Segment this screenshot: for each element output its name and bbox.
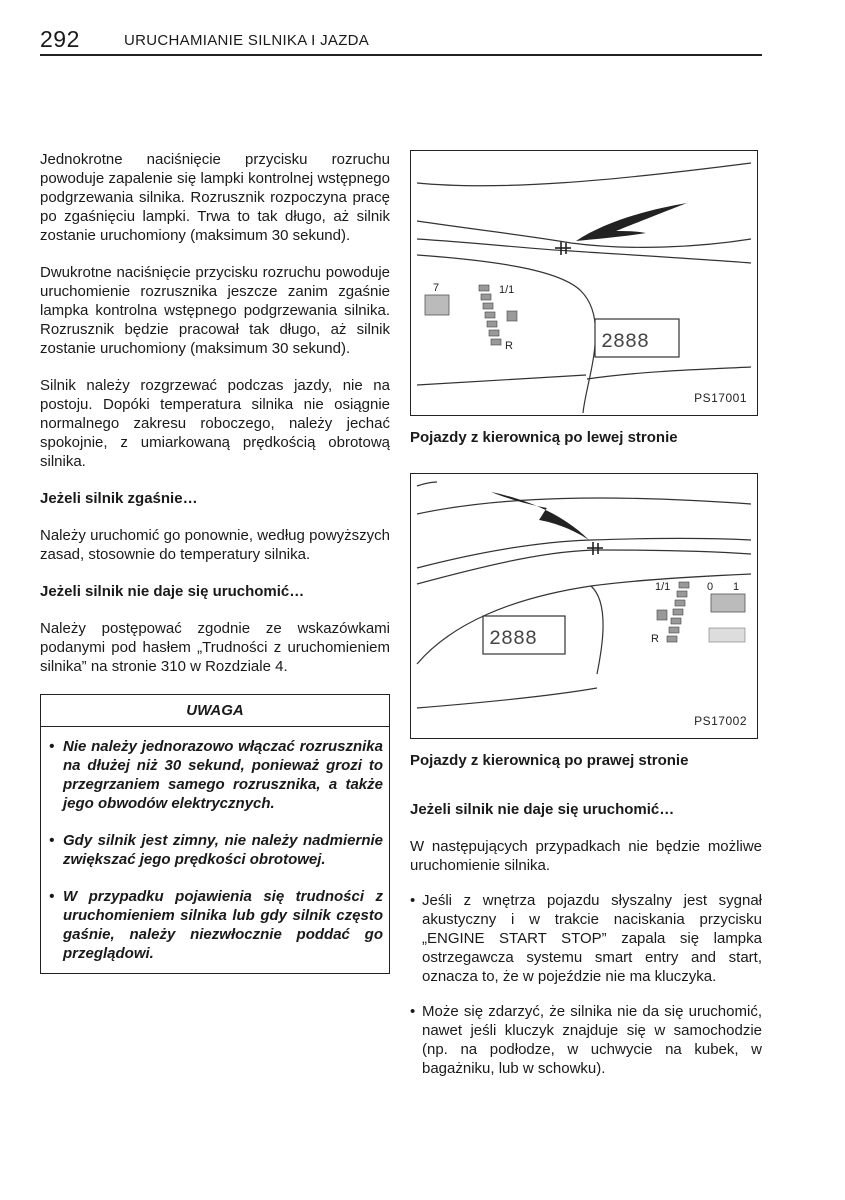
page-number: 292 <box>40 26 80 52</box>
svg-text:0: 0 <box>707 581 714 593</box>
page-header <box>40 28 762 56</box>
figure-code: PS17001 <box>694 391 747 405</box>
list-item: • Może się zdarzyć, że silnika nie da się uruchomić, nawet jeśli kluczyk znajduje się w samochodzie (np. na podłodze, w uchwycie na kubek, w bagażniku, lub w schowku). <box>410 1003 762 1077</box>
svg-text:7: 7 <box>433 282 440 294</box>
figure-lhd-dashboard <box>410 150 758 416</box>
figure-caption-lhd: Pojazdy z kierownicą po lewej stronie <box>410 429 678 446</box>
bullet-icon: • <box>49 888 55 905</box>
bullet-icon: • <box>49 832 55 849</box>
paragraph-double-press: Dwukrotne naciśnięcie przycisku rozruchu powoduje uruchomienie rozrusznika jeszcze zanim zgaśnie lampka kontrolna wstępnego podgrzewania silnika. Rozrusznik będzie pracował tak długo, aż silnik zostanie uruchomiony (maksimum 30 sekund). <box>40 264 390 357</box>
svg-text:1/1: 1/1 <box>655 581 671 593</box>
svg-text:R: R <box>651 633 659 645</box>
bullet-icon: • <box>49 738 55 755</box>
figure-code: PS17002 <box>694 714 747 728</box>
svg-text:R: R <box>505 340 513 352</box>
figure-caption-rhd: Pojazdy z kierownicą po prawej stronie <box>410 752 689 769</box>
svg-text:2888: 2888 <box>489 628 538 651</box>
warning-title: UWAGA <box>41 701 389 727</box>
paragraph-cases-intro: W następujących przypadkach nie będzie możliwe uruchomienie silnika. <box>410 838 762 874</box>
warning-box <box>40 694 390 974</box>
dashboard-illustration <box>411 474 757 738</box>
paragraph-warm-up: Silnik należy rozgrzewać podczas jazdy, nie na postoju. Dopóki temperatura silnika nie osiągnie normalnego zakresu roboczego, należy jechać spokojnie, z umiarkowaną prędkością obrotową silnika. <box>40 377 390 470</box>
heading-engine-wont-start: Jeżeli silnik nie daje się uruchomić… <box>40 583 305 600</box>
warning-item: • W przypadku pojawienia się trudności z uruchomieniem silnika lub gdy silnik często gaśnie, należy niezwłocznie poddać go przeglądowi. <box>49 888 383 962</box>
svg-text:2888: 2888 <box>601 331 650 354</box>
warning-item: • Nie należy jednorazowo włączać rozrusznika na dłużej niż 30 sekund, ponieważ grozi to przegrzaniem samego rozrusznika, a także jego obwodów elektrycznych. <box>49 738 383 812</box>
paragraph-restart: Należy uruchomić go ponownie, według powyższych zasad, stosownie do temperatury silnika. <box>40 527 390 563</box>
list-item: • Jeśli z wnętrza pojazdu słyszalny jest sygnał akustyczny i w trakcie naciskania przycisku „ENGINE START STOP” zapala się lampka ostrzegawcza systemu smart entry and start, oznacza to, że w pojeździe nie ma kluczyka. <box>410 892 762 985</box>
svg-text:1: 1 <box>733 581 740 593</box>
paragraph-troubleshooting-ref: Należy postępować zgodnie ze wskazówkami podanymi pod hasłem „Trudności z uruchomieniem silnika” na stronie 310 w Rozdziale 4. <box>40 620 390 675</box>
warning-item: • Gdy silnik jest zimny, nie należy nadmiernie zwiększać jego prędkości obrotowej. <box>49 832 383 868</box>
dashboard-illustration <box>411 151 757 415</box>
paragraph-single-press: Jednokrotne naciśnięcie przycisku rozruchu powoduje zapalenie się lampki kontrolnej wstępnego podgrzewania silnika. Rozrusznik rozpoczyna pracę po zgaśnięciu lampki. Trwa to tak długo, aż silnik zostanie uruchomiony (maksimum 30 sekund). <box>40 151 390 244</box>
bullet-icon: • <box>410 1003 416 1020</box>
heading-engine-stalls: Jeżeli silnik zgaśnie… <box>40 490 198 507</box>
figure-rhd-dashboard <box>410 473 758 739</box>
right-column <box>410 150 762 1078</box>
bullet-icon: • <box>410 892 416 909</box>
left-column <box>40 150 390 974</box>
svg-text:1/1: 1/1 <box>499 284 515 296</box>
arrow-icon <box>576 203 687 241</box>
heading-engine-wont-start-right: Jeżeli silnik nie daje się uruchomić… <box>410 801 675 818</box>
chapter-title: URUCHAMIANIE SILNIKA I JAZDA <box>124 32 370 49</box>
